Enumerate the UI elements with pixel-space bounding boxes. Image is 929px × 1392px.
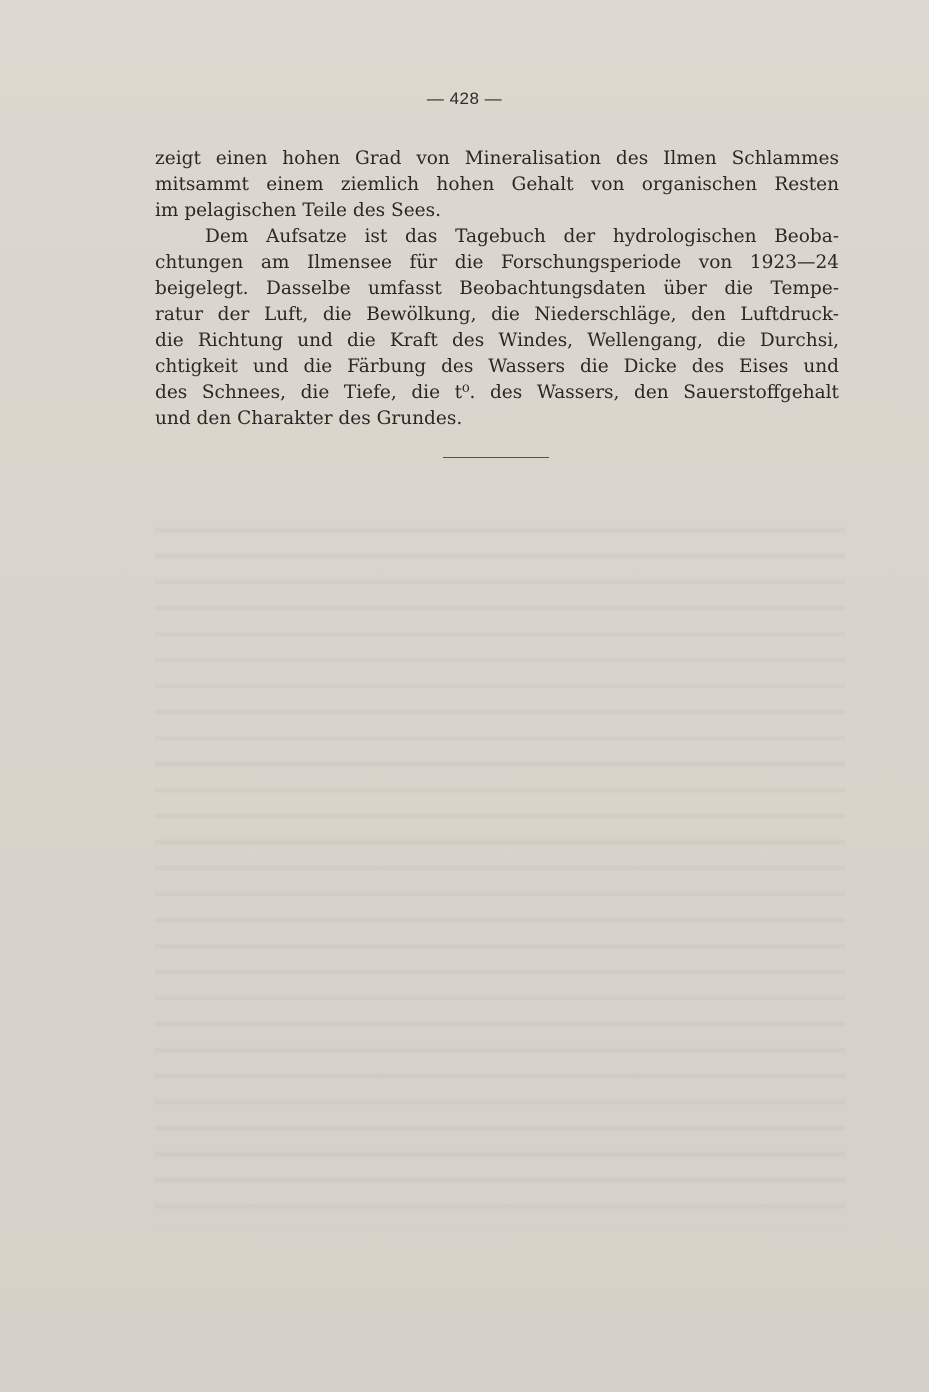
text-line: chtungen am Ilmensee für die Forschungsperiode von 1923—24 (155, 252, 839, 273)
text-line: im pelagischen Teile des Sees. (155, 200, 441, 221)
text-line: ratur der Luft, die Bewölkung, die Niederschläge, den Luftdruck- (155, 304, 839, 325)
text-line: und den Charakter des Grundes. (155, 408, 463, 429)
text-line: beigelegt. Dasselbe umfasst Beobachtungsdaten über die Tempe- (155, 278, 839, 299)
text-line: die Richtung und die Kraft des Windes, Wellengang, die Durchsi, (155, 330, 839, 351)
body-text (155, 146, 839, 432)
page-number: — 428 — (426, 89, 503, 108)
text-line: chtigkeit und die Färbung des Wassers die Dicke des Eises und (155, 356, 839, 377)
show-through-texture (155, 510, 845, 1230)
section-divider (443, 457, 549, 458)
text-line: zeigt einen hohen Grad von Mineralisation des Ilmen Schlammes (155, 148, 839, 169)
text-line: Dem Aufsatze ist das Tagebuch der hydrologischen Beoba- (205, 226, 839, 247)
text-line: mitsammt einem ziemlich hohen Gehalt von organischen Resten (155, 174, 839, 195)
text-line: des Schnees, die Tiefe, die t⁰. des Wassers, den Sauerstoffgehalt (155, 382, 839, 403)
